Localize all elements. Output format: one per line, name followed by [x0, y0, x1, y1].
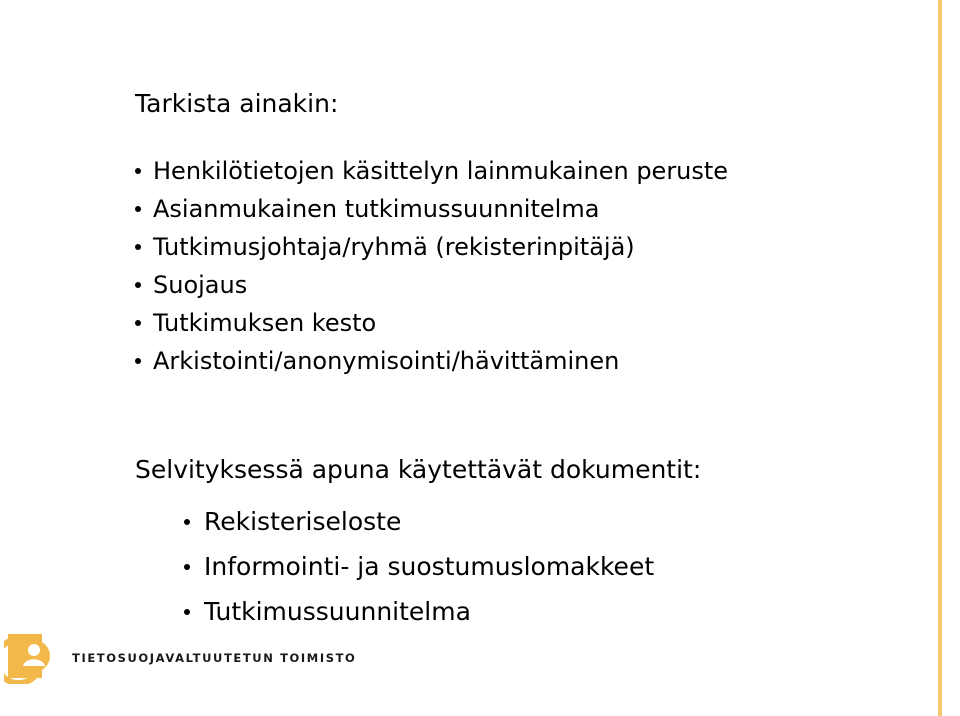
bullet-icon [135, 282, 141, 288]
list-item [184, 499, 654, 544]
list-item [135, 190, 728, 228]
list-item [135, 152, 728, 190]
list-item [135, 342, 728, 380]
decorative-side-line [938, 0, 942, 716]
bullet-icon [184, 519, 190, 525]
list-item-text: Tutkimusjohtaja/ryhmä (rekisterinpitäjä) [153, 233, 635, 261]
bullet-icon [135, 206, 141, 212]
checklist [135, 152, 728, 380]
bullet-icon [135, 168, 141, 174]
list-item-text: Tutkimussuunnitelma [204, 597, 471, 626]
list-item-text: Arkistointi/anonymisointi/hävittäminen [153, 347, 620, 375]
bullet-icon [135, 244, 141, 250]
bullet-icon [135, 358, 141, 364]
list-item-text: Tutkimuksen kesto [153, 309, 377, 337]
bullet-icon [184, 564, 190, 570]
section-heading-check: Tarkista ainakin: [135, 89, 339, 118]
list-item [135, 266, 728, 304]
section-heading-documents: Selvityksessä apuna käytettävät dokumentit: [135, 455, 702, 484]
list-item [135, 228, 728, 266]
list-item [184, 589, 654, 634]
list-item-text: Suojaus [153, 271, 248, 299]
list-item-text: Asianmukainen tutkimussuunnitelma [153, 195, 600, 223]
list-item [135, 304, 728, 342]
organization-logo-icon [4, 628, 68, 684]
list-item [184, 544, 654, 589]
documents-list [184, 499, 654, 634]
list-item-text: Informointi- ja suostumuslomakkeet [204, 552, 655, 581]
list-item-text: Rekisteriseloste [204, 507, 402, 536]
bullet-icon [184, 609, 190, 615]
organization-name: TIETOSUOJAVALTUUTETUN TOIMISTO [72, 651, 357, 665]
bullet-icon [135, 320, 141, 326]
list-item-text: Henkilötietojen käsittelyn lainmukainen peruste [153, 157, 729, 185]
